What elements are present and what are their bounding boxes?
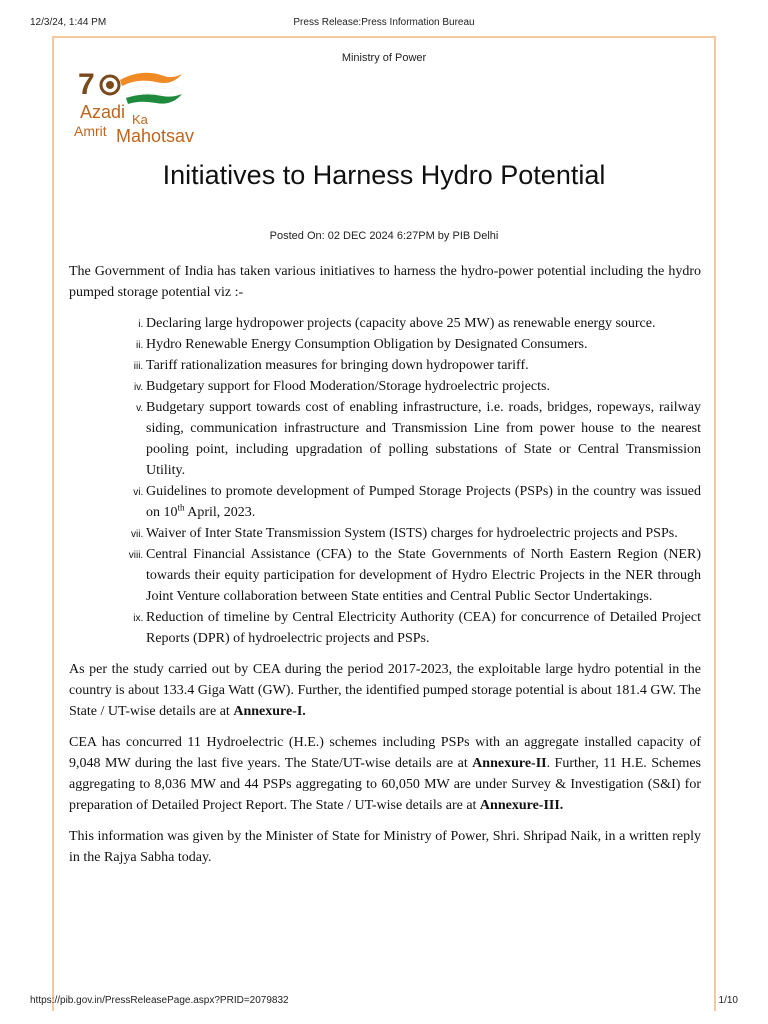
- list-item: viii. Central Financial Assistance (CFA) to the State Governments of North Eastern Region (NER) towards their equity participation for development of Hydro Electric Projects in the NER through Joint Venture collaboration between State entities and Central Public Sector Undertakings.: [146, 544, 701, 607]
- press-release-title: Initiatives to Harness Hydro Potential: [162, 160, 606, 190]
- initiatives-list: [69, 313, 701, 649]
- posted-on: Posted On: 02 DEC 2024 6:27PM by PIB Delhi: [269, 230, 499, 242]
- list-item: [146, 481, 701, 523]
- intro-paragraph: The Government of India has taken various initiatives to harness the hydro-power potential including the hydro pumped storage potential viz :-: [69, 264, 701, 300]
- list-item-text: Guidelines to promote development of Pumped Storage Projects (PSPs) in the country was issued on 10: [146, 484, 701, 520]
- svg-text:Azadi: Azadi: [80, 102, 126, 122]
- annexure-3-ref: Annexure-III.: [479, 798, 564, 813]
- svg-text:Amrit: Amrit: [74, 123, 107, 139]
- svg-text:7: 7: [78, 68, 95, 101]
- study-paragraph: [69, 659, 701, 722]
- list-item: ix. Reduction of timeline by Central Electricity Authority (CEA) for concurrence of Detailed Project Reports (DPR) of hydroelectric projects and PSPs.: [146, 607, 701, 649]
- list-item: vii. Waiver of Inter State Transmission System (ISTS) charges for hydroelectric projects and PSPs.: [146, 523, 701, 544]
- print-page-title: Press Release:Press Information Bureau: [293, 17, 475, 28]
- list-item: i. Declaring large hydropower projects (capacity above 25 MW) as renewable energy source.: [146, 313, 701, 334]
- list-item: v. Budgetary support towards cost of enabling infrastructure, i.e. roads, bridges, ropeways, railway siding, communication infrastructure and Transmission Line from power house to the nearest pooling point, including upgradation of polling substations of State or Central Transmission Utility.: [146, 397, 701, 481]
- ordinal-suffix: th: [177, 502, 185, 513]
- study-text: As per the study carried out by CEA during the period 2017-2023, the exploitable large hydro potential in the country is about 133.4 Giga Watt (GW). Further, the identified pumped storage potential is about 181.4 GW. The State / UT-wise details are at: [69, 662, 701, 719]
- release-body: [69, 261, 701, 878]
- annexure-1-ref: Annexure-I.: [233, 704, 306, 719]
- list-item: iii. Tariff rationalization measures for bringing down hydropower tariff.: [146, 355, 701, 376]
- azadi-ka-amrit-mahotsav-logo: [72, 66, 222, 146]
- closing-paragraph: This information was given by the Minister of State for Ministry of Power, Shri. Shripad Naik, in a written reply in the Rajya Sabha today.: [69, 829, 701, 865]
- list-item: ii. Hydro Renewable Energy Consumption Obligation by Designated Consumers.: [146, 334, 701, 355]
- ministry-name: Ministry of Power: [341, 52, 427, 64]
- page-url: https://pib.gov.in/PressReleasePage.aspx?PRID=2079832: [30, 995, 289, 1006]
- cea-paragraph: [69, 732, 701, 816]
- cea-text-1: CEA has concurred 11 Hydroelectric (H.E.) schemes including PSPs with an aggregate installed capacity of 9,048 MW during the last five years. The State/UT-wise details are at: [69, 735, 701, 771]
- annexure-2-ref: Annexure-II: [472, 756, 547, 771]
- page-number: 1/10: [718, 995, 738, 1006]
- svg-text:Mahotsav: Mahotsav: [116, 126, 195, 146]
- svg-text:Ka: Ka: [132, 112, 148, 127]
- list-item-text: April, 2023.: [184, 505, 256, 520]
- print-datetime: 12/3/24, 1:44 PM: [30, 17, 107, 28]
- print-header: [0, 17, 768, 31]
- cea-text-2: . Further, 11 H.E. Schemes aggregating to 8,036 MW and 44 PSPs aggregating to 60,050 MW are under Survey & Investigation (S&I) for preparation of Detailed Project Report. The State / UT-wise details are at: [69, 756, 701, 813]
- list-item: iv. Budgetary support for Flood Moderation/Storage hydroelectric projects.: [146, 376, 701, 397]
